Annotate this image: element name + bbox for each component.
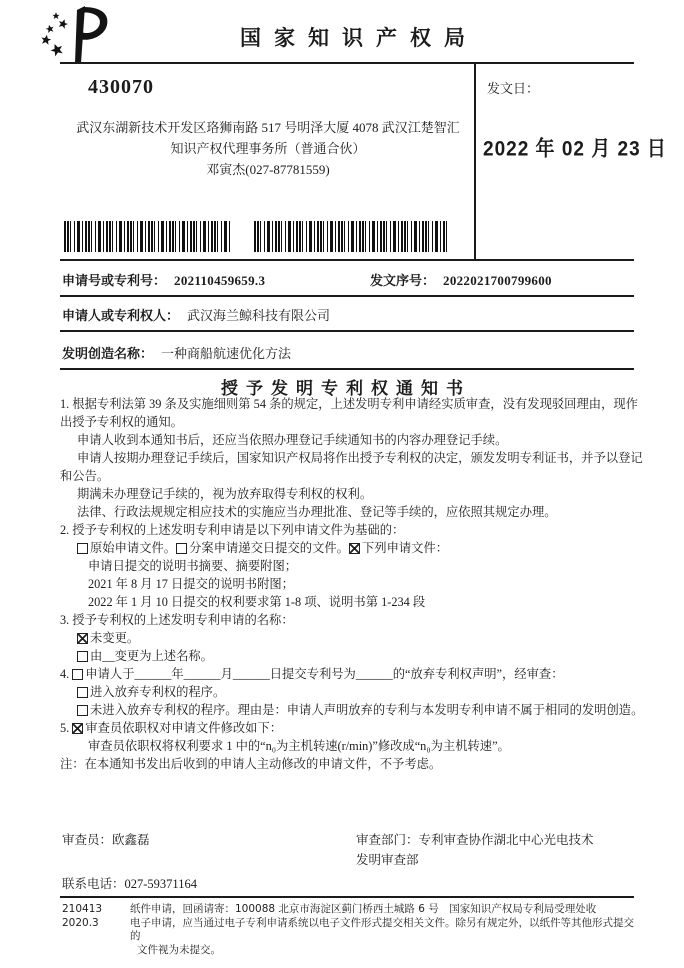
notice-text-segment: 审查员依职权将权利要求 1 中的“n₀为主机转速(r/min)”修改成“n₀为主机转速”。	[88, 739, 510, 753]
barcode-2	[254, 221, 447, 252]
notice-text-segment: 2. 授予专利权的上述发明专利申请是以下列申请文件为基础的：	[60, 523, 405, 537]
examiner-row	[62, 830, 150, 848]
dispatch-serial-value: 2022021700799600	[443, 273, 552, 288]
notice-line	[60, 467, 640, 485]
notice-line	[60, 665, 640, 683]
mailing-instructions	[130, 903, 636, 957]
barcode-divider	[60, 259, 634, 261]
notice-text-segment: 4.	[60, 667, 73, 681]
notice-line	[60, 683, 640, 701]
phone-label: 联系电话：	[62, 877, 125, 891]
form-code: 210413	[62, 903, 103, 915]
notice-line	[60, 611, 640, 629]
notice-line	[60, 593, 640, 611]
examiner-label: 审查员：	[62, 833, 113, 847]
barcode-1	[64, 221, 232, 252]
department-line1: 专利审查协作湖北中心光电技术	[418, 833, 594, 847]
notice-text-segment: 2022 年 1 月 10 日提交的权利要求第 1-8 项、说明书第 1-234 段	[88, 595, 426, 609]
notice-text-segment: 1. 根据专利法第 39 条及实施细则第 54 条的规定，上述发明专利申请经实质审查，没有发现驳回理由，现作	[60, 397, 638, 411]
notice-text-segment: 出授予专利权的通知。	[60, 415, 183, 429]
checkbox-unchecked[interactable]	[72, 669, 83, 680]
notice-text-segment: 分案申请递交日提交的文件。	[189, 541, 349, 555]
notice-line	[60, 557, 640, 575]
applicant-value: 武汉海兰鲸科技有限公司	[187, 308, 331, 323]
instruction-line: 纸件申请，回函请寄：100088 北京市海淀区蓟门桥西土城路 6 号 国家知识产权局专利局受理处收	[130, 903, 597, 915]
notice-text-segment: 由__变更为上述名称。	[90, 649, 213, 663]
recipient-address	[68, 117, 468, 180]
instruction-line: 电子申请，应当通过电子专利申请系统以电子文件形式提交相关文件。除另有规定外，以纸件等其他形式提交的	[130, 916, 634, 942]
checkbox-unchecked[interactable]	[77, 543, 88, 554]
notice-line	[60, 431, 640, 449]
dispatch-date-label: 发文日：	[487, 81, 540, 96]
postal-code: 430070	[88, 76, 154, 98]
checkbox-checked[interactable]	[72, 723, 83, 734]
address-line: 武汉东湖新技术开发区珞狮南路 517 号明泽大厦 4078 武汉江楚智汇	[76, 120, 460, 135]
dispatch-serial-label: 发文序号：	[370, 273, 436, 288]
notice-text-segment: 注：在本通知书发出后收到的申请人主动修改的申请文件，不予考虑。	[60, 757, 442, 771]
dispatch-serial-group	[370, 270, 552, 289]
notice-text-segment: 申请人按期办理登记手续后，国家知识产权局将作出授予专利权的决定，颁发发明专利证书，并予以登记	[77, 451, 643, 465]
meta-divider-1	[60, 295, 634, 297]
instruction-line: 文件视为未提交。	[137, 943, 221, 956]
notice-line	[60, 413, 640, 431]
notice-body	[60, 395, 644, 773]
dispatch-date-value: 2022 年 02 月 23 日	[483, 137, 667, 162]
phone-row	[62, 874, 197, 892]
phone-value: 027-59371164	[124, 877, 197, 891]
address-date-divider	[474, 62, 476, 260]
notice-text-segment: 下列申请文件：	[361, 541, 449, 555]
form-code-block	[62, 903, 102, 930]
notice-text-segment: 申请日提交的说明书摘要、摘要附图；	[88, 559, 298, 573]
notice-text-segment: 未变更。	[90, 631, 140, 645]
footer-divider	[60, 896, 634, 898]
notice-line	[60, 485, 640, 503]
checkbox-checked[interactable]	[349, 543, 360, 554]
notice-line	[60, 647, 640, 665]
address-line: 邓寅杰(027-87781559)	[206, 162, 330, 177]
department-row	[356, 830, 594, 848]
notice-text-segment: 进入放弃专利权的程序。	[90, 685, 226, 699]
applicant-row	[62, 305, 636, 324]
notice-text-segment: 和公告。	[60, 469, 110, 483]
examiner-name: 欧鑫磊	[112, 833, 150, 847]
notice-text-segment: 3. 授予专利权的上述发明专利申请的名称：	[60, 613, 294, 627]
notice-text-segment: 审查员依职权对申请文件修改如下：	[85, 721, 283, 735]
notice-line	[60, 629, 640, 647]
checkbox-unchecked[interactable]	[77, 687, 88, 698]
notice-text-segment: 法律、行政法规规定相应技术的实施应当办理批准、登记等手续的，应依照其规定办理。	[77, 505, 557, 519]
application-number-row	[62, 270, 636, 289]
notice-line	[60, 755, 640, 773]
applicant-label: 申请人或专利权人：	[62, 308, 180, 323]
notice-line	[60, 719, 640, 737]
notice-text-segment: 未进入放弃专利权的程序。理由是：申请人声明放弃的专利与本发明专利申请不属于相同的发明创造。	[90, 703, 644, 717]
agency-title: 国家知识产权局	[240, 26, 478, 50]
department-label: 审查部门：	[356, 833, 419, 847]
notice-line	[60, 503, 640, 521]
checkbox-unchecked[interactable]	[77, 651, 88, 662]
notice-line	[60, 701, 644, 719]
checkbox-unchecked[interactable]	[176, 543, 187, 554]
header-divider	[60, 62, 634, 64]
invention-title-row	[62, 343, 636, 362]
notice-text-segment: 2021 年 8 月 17 日提交的说明书附图；	[88, 577, 294, 591]
invention-title-label: 发明创造名称：	[62, 346, 154, 361]
notice-text-segment: 5.	[60, 721, 73, 735]
notice-title: 授予发明专利权通知书	[221, 379, 471, 398]
notice-line	[60, 395, 640, 413]
address-line: 知识产权代理事务所（普通合伙）	[170, 141, 366, 156]
checkbox-unchecked[interactable]	[77, 705, 88, 716]
notice-line	[60, 539, 640, 557]
invention-title-value: 一种商船航速优化方法	[161, 346, 292, 361]
notice-text-segment: 申请人于______年______月______日提交专利号为______的“放弃专利权声明”，经审查：	[85, 667, 564, 681]
checkbox-checked[interactable]	[77, 633, 88, 644]
notice-line	[60, 521, 640, 539]
notice-text-segment: 原始申请文件。	[90, 541, 177, 555]
meta-divider-3	[60, 368, 634, 370]
notice-text-segment: 申请人收到本通知书后，还应当依照办理登记手续通知书的内容办理登记手续。	[77, 433, 508, 447]
notice-line	[60, 737, 640, 755]
application-number-label: 申请号或专利号：	[62, 273, 167, 288]
notice-line	[60, 575, 640, 593]
meta-divider-2	[60, 330, 634, 332]
notice-line	[60, 449, 643, 467]
department-line2: 发明审查部	[356, 853, 419, 867]
application-number-value: 202110459659.3	[174, 273, 266, 288]
form-version: 2020.3	[62, 916, 99, 929]
notice-text-segment: 期满未办理登记手续的，视为放弃取得专利权的权利。	[77, 487, 373, 501]
